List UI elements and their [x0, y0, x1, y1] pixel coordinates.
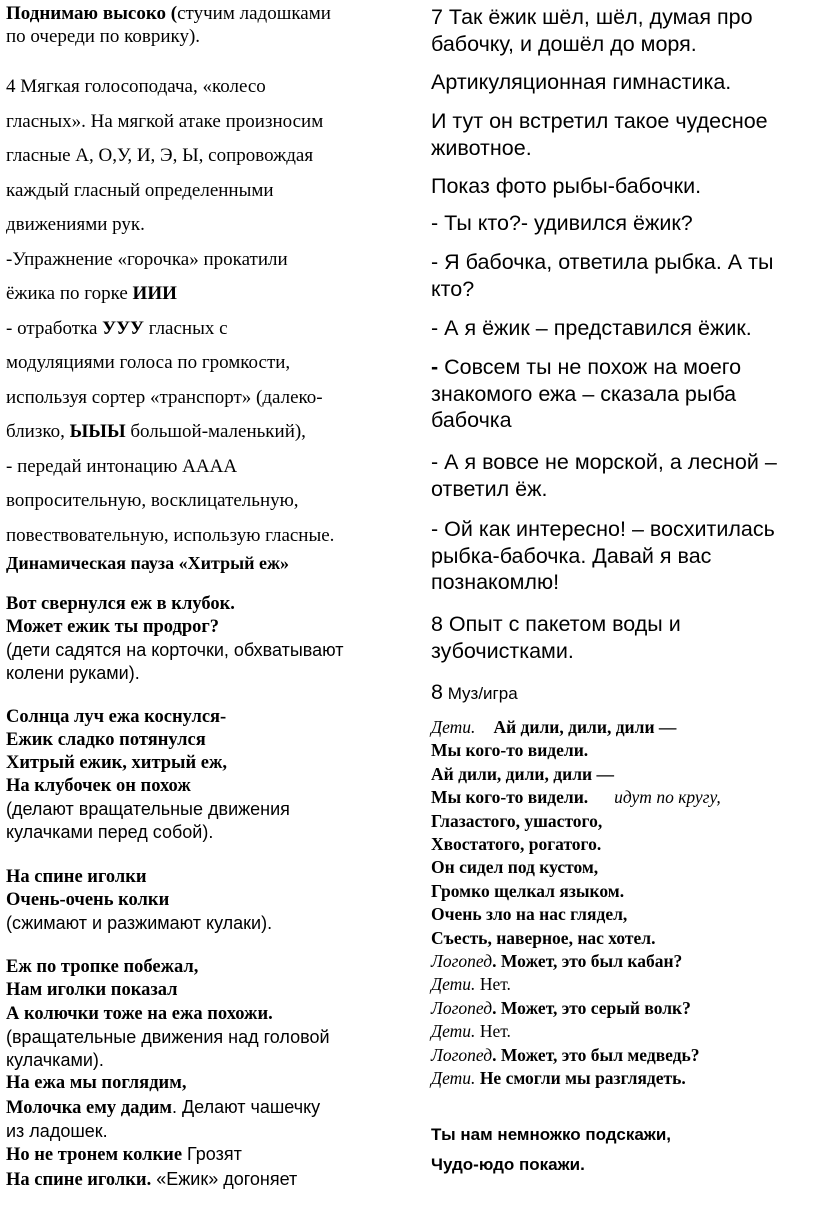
instruction-line: кулачками). — [6, 1050, 104, 1071]
song-line: Ай дили, дили, дили — — [493, 717, 677, 737]
story-paragraph — [431, 516, 775, 596]
text-fragment: - отработка — [6, 317, 103, 339]
role-label: Дети. — [431, 717, 476, 737]
text-fragment: ёжика по горке — [6, 283, 133, 304]
song-line: Мы кого-то видели. — [431, 787, 589, 808]
story-line: ответил ёж. — [431, 476, 548, 501]
text-line: используя сортер «транспорт» (далеко- — [6, 386, 323, 408]
verse-fragment: Но не тронем колкие — [6, 1145, 183, 1166]
story-line: 7 Так ёжик шёл, шёл, думая про — [431, 5, 753, 29]
verse-line: Очень-очень колки — [6, 890, 170, 910]
pause-title: Динамическая пауза «Хитрый еж» — [6, 553, 290, 573]
story-line: - А я вовсе не морской, а лесной – — [431, 450, 777, 474]
story-line: - Я бабочка, ответила рыбка. А ты — [431, 250, 774, 274]
song-ending — [431, 1120, 671, 1180]
instruction-line: (дети садятся на корточки, обхватывают — [6, 640, 344, 660]
song-line: Не смогли мы разглядеть. — [475, 1068, 686, 1089]
section-title: Муз/игра — [442, 684, 518, 703]
story-line: И тут он встретил такое чудесное — [431, 109, 768, 133]
stanza-3 — [6, 866, 272, 935]
intro-text: стучим ладошками — [177, 3, 331, 24]
story-line: - А я ёжик – представился ёжик. — [431, 316, 752, 340]
story-line: Артикуляционная гимнастика. — [431, 70, 732, 94]
song-line: Хвостатого, рогатого. — [431, 834, 602, 855]
instruction-fragment: Грозят — [182, 1144, 242, 1165]
text-line: каждый гласный определенными — [6, 179, 274, 201]
instruction-fragment: «Ежик» догоняет — [151, 1168, 298, 1189]
song-line: Съесть, наверное, нас хотел. — [431, 927, 656, 948]
story-line: - Ой как интересно! – восхитилась — [431, 517, 775, 541]
vowel-wheel-paragraph — [6, 70, 334, 553]
instruction-line: кулачками перед собой). — [6, 822, 214, 842]
story-line: Показ фото рыбы-бабочки. — [431, 174, 702, 198]
story-fragment: Совсем ты не похож на моего — [438, 355, 742, 379]
text-line: повествовательную, использую гласные. — [6, 524, 335, 546]
verse-line: Нам иголки показал — [6, 980, 178, 1001]
song-answer: Нет. — [475, 1021, 511, 1042]
verse-line: Ежик сладко потянулся — [6, 730, 206, 750]
verse-line: На ежа мы поглядим, — [6, 1073, 187, 1094]
song-line: Глазастого, ушастого, — [431, 810, 603, 831]
song-line: Ай дили, дили, дили — — [431, 763, 614, 784]
section-number: 8 — [431, 680, 443, 704]
intro-bold: Поднимаю высоко ( — [6, 3, 178, 24]
story-line: бабочку, и дошёл до моря. — [431, 31, 697, 56]
story-line: рыбка-бабочка. Давай я вас — [431, 543, 712, 568]
role-label: Логопед — [431, 1044, 493, 1065]
instruction-line: из ладошек. — [6, 1121, 108, 1142]
intro-paragraph — [6, 2, 331, 48]
story-paragraph — [431, 249, 773, 302]
stanza-1 — [6, 593, 343, 685]
story-paragraph — [431, 449, 777, 502]
story-paragraph — [431, 354, 741, 434]
story-line: животное. — [431, 135, 532, 160]
verse-line: Еж по тропке побежал, — [6, 957, 199, 977]
instruction-line: колени руками). — [6, 663, 140, 683]
song-line: Громко щелкал языком. — [431, 880, 625, 901]
instruction-line: (вращательные движения над головой — [6, 1026, 330, 1047]
instruction-line: (сжимают и разжимают кулаки). — [6, 913, 273, 933]
stanza-2 — [6, 706, 290, 844]
role-label: Логопед — [431, 951, 493, 972]
story-line: зубочистками. — [431, 638, 574, 663]
bold-vowels: ИИИ — [132, 283, 177, 304]
song-line: Очень зло на нас глядел, — [431, 904, 628, 925]
story-line: - Ты кто?- удивился ёжик? — [431, 211, 693, 235]
song-line: Ты нам немножко подскажи, — [431, 1125, 672, 1144]
text-fragment: большой-маленький), — [125, 421, 306, 442]
verse-line: На клубочек он похож — [6, 776, 191, 796]
verse-line: Хитрый ежик, хитрый еж, — [6, 753, 228, 773]
text-line: вопросительную, восклицательную, — [6, 490, 299, 511]
role-label: Дети. — [431, 974, 476, 995]
text-line: - передай интонацию АААА — [6, 455, 238, 477]
bold-vowels: ЫЫЫ — [69, 421, 126, 442]
song-line: . Может, это серый волк? — [492, 997, 691, 1018]
story-paragraph — [431, 611, 681, 664]
song-line: . Может, это был кабан? — [492, 951, 683, 972]
verse-line: Солнца луч ежа коснулся- — [6, 707, 227, 727]
text-fragment: гласных с — [144, 317, 228, 339]
intro-line-2: по очереди по коврику). — [6, 26, 201, 47]
story-line: 8 Опыт с пакетом воды и — [431, 612, 681, 636]
dash: - — [431, 355, 439, 379]
text-line: -Упражнение «горочка» прокатили — [6, 248, 288, 270]
text-line: 4 Мягкая голосоподача, «колесо — [6, 76, 266, 97]
song-block — [431, 716, 721, 1091]
story-line: познакомлю! — [431, 570, 560, 594]
verse-line: Вот свернулся еж в клубок. — [6, 594, 235, 614]
song-answer: Нет. — [475, 974, 511, 995]
text-line: гласные А, О,У, И, Э, Ы, сопровождая — [6, 145, 314, 166]
bold-vowels: УУУ — [102, 317, 144, 339]
role-label: Дети. — [431, 1068, 476, 1089]
text-line: модуляциями голоса по громкости, — [6, 352, 291, 373]
verse-line: А колючки тоже на ежа похожи. — [6, 1003, 273, 1024]
text-line: движениями рук. — [6, 214, 145, 235]
song-line: Чудо-юдо покажи. — [431, 1155, 585, 1174]
song-line: Мы кого-то видели. — [431, 740, 589, 761]
stage-note: идут по кругу, — [614, 787, 721, 808]
text-line: гласных». На мягкой атаке произносим — [6, 110, 324, 132]
role-label: Дети. — [431, 1021, 476, 1042]
role-label: Логопед — [431, 997, 493, 1018]
story-paragraph — [431, 108, 768, 161]
verse-fragment: На спине иголки. — [6, 1169, 152, 1190]
text-fragment: близко, — [6, 421, 70, 442]
song-line: . Может, это был медведь? — [492, 1044, 700, 1065]
verse-fragment: Молочка ему дадим — [6, 1097, 172, 1118]
story-line: кто? — [431, 276, 475, 301]
music-game-heading — [431, 680, 518, 705]
song-line: Он сидел под кустом, — [431, 857, 599, 878]
instruction-fragment: . Делают чашечку — [171, 1096, 321, 1117]
story-paragraph — [431, 4, 753, 57]
stanza-4 — [6, 956, 330, 1192]
verse-line: На спине иголки — [6, 867, 147, 887]
story-line: знакомого ежа – сказала рыба — [431, 381, 737, 406]
verse-line: Может ежик ты продрог? — [6, 617, 220, 637]
instruction-line: (делают вращательные движения — [6, 799, 290, 819]
story-line: бабочка — [431, 408, 512, 432]
